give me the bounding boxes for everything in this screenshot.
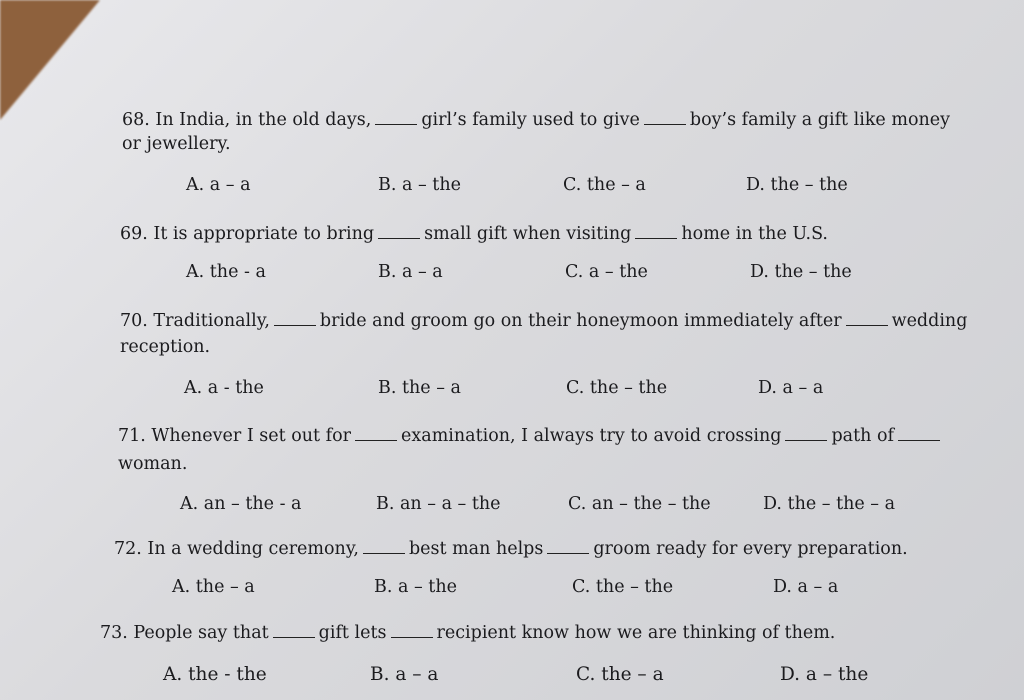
option-d: D. the – the – a — [763, 494, 896, 514]
question-text: groom ready for every preparation. — [593, 539, 908, 559]
question-text: home in the U.S. — [681, 224, 828, 244]
question-text: best man helps — [408, 539, 544, 559]
question-text: examination, I always try to avoid crossing — [401, 426, 782, 446]
answer-blank — [273, 625, 315, 638]
question-number: 71. — [118, 426, 146, 446]
question-71-line-2: woman. — [118, 454, 188, 474]
answer-blank — [378, 226, 420, 239]
option-d: D. a – a — [758, 378, 824, 398]
answer-blank — [391, 625, 433, 638]
option-b: B. a – a — [370, 664, 439, 685]
option-d: D. the – the — [746, 175, 848, 195]
question-68-line-2: or jewellery. — [122, 134, 231, 154]
answer-blank — [547, 541, 589, 554]
question-text: recipient know how we are thinking of them. — [436, 623, 836, 643]
option-b: B. a – a — [378, 262, 443, 282]
option-b: B. the – a — [378, 378, 461, 398]
question-70 — [120, 309, 1020, 359]
question-text: girl’s family used to give — [421, 110, 640, 130]
question-text: small gift when visiting — [424, 224, 632, 244]
question-number: 69. — [120, 224, 148, 244]
answer-blank — [355, 428, 397, 441]
question-text: wedding — [891, 311, 968, 331]
question-text: It is appropriate to bring — [153, 224, 375, 244]
question-number: 70. — [120, 311, 148, 331]
question-number: 73. — [100, 623, 128, 643]
question-69 — [120, 222, 1020, 246]
question-71 — [118, 424, 1018, 476]
question-68 — [122, 108, 1022, 156]
question-text: path of — [831, 426, 894, 446]
answer-blank — [644, 112, 686, 125]
answer-blank — [785, 428, 827, 441]
option-c: C. a – the — [565, 262, 648, 282]
option-c: C. the – a — [576, 664, 664, 685]
option-a: A. an – the - a — [180, 494, 302, 514]
question-text: Traditionally, — [153, 311, 270, 331]
question-72 — [114, 537, 1014, 561]
question-71-line-1 — [118, 424, 1018, 448]
answer-blank — [274, 313, 316, 326]
answer-blank — [375, 112, 417, 125]
question-70-line-1 — [120, 309, 1020, 333]
option-c: C. the – the — [566, 378, 668, 398]
question-73 — [100, 621, 1000, 645]
question-text: gift lets — [318, 623, 387, 643]
option-d: D. a – a — [773, 577, 839, 597]
option-a: A. the - a — [186, 262, 266, 282]
question-text: boy’s family a gift like money — [689, 110, 950, 130]
option-b: B. a – the — [374, 577, 457, 597]
answer-blank — [846, 313, 888, 326]
option-b: B. a – the — [378, 175, 461, 195]
option-b: B. an – a – the — [376, 494, 501, 514]
answer-blank — [635, 226, 677, 239]
question-72-line-1 — [114, 537, 1014, 561]
option-d: D. a – the — [780, 664, 869, 685]
option-c: C. the – the — [572, 577, 674, 597]
question-text: People say that — [133, 623, 269, 643]
question-68-line-1 — [122, 108, 1022, 132]
question-number: 72. — [114, 539, 142, 559]
question-73-line-1 — [100, 621, 1000, 645]
option-a: A. the - the — [163, 664, 267, 685]
answer-blank — [363, 541, 405, 554]
option-a: A. a - the — [184, 378, 264, 398]
option-a: A. a – a — [186, 175, 251, 195]
question-text: In a wedding ceremony, — [147, 539, 359, 559]
question-text: In India, in the old days, — [155, 110, 372, 130]
question-70-line-2: reception. — [120, 337, 211, 357]
question-text: Whenever I set out for — [151, 426, 352, 446]
question-number: 68. — [122, 110, 150, 130]
option-a: A. the – a — [172, 577, 255, 597]
option-c: C. an – the – the — [568, 494, 711, 514]
option-d: D. the – the — [750, 262, 852, 282]
question-69-line-1 — [120, 222, 1020, 246]
question-text: bride and groom go on their honeymoon immediately after — [319, 311, 842, 331]
answer-blank — [898, 428, 940, 441]
option-c: C. the – a — [563, 175, 646, 195]
